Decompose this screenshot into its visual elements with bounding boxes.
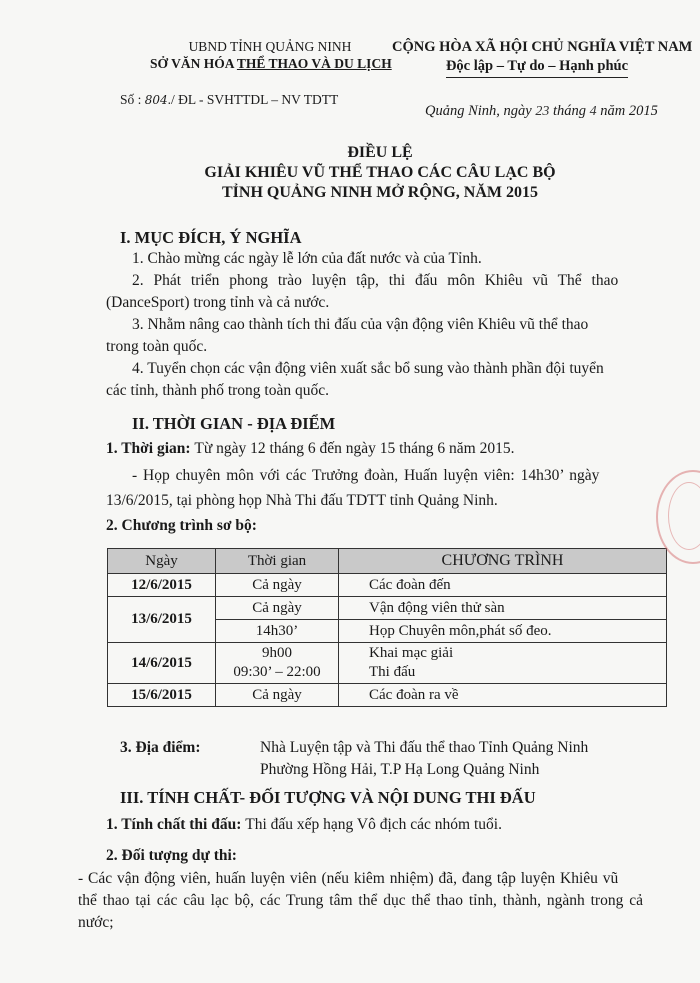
document-date: Quảng Ninh, ngày 23 tháng 4 năm 2015 [425, 103, 658, 119]
time-line: 1. Thời gian: Từ ngày 12 tháng 6 đến ngày 15 tháng 6 năm 2015. [106, 440, 515, 457]
col-program-header: CHƯƠNG TRÌNH [339, 549, 667, 574]
section-1-heading: I. MỤC ĐÍCH, Ý NGHĨA [120, 228, 302, 247]
section-1-item-1: 1. Chào mừng các ngày lễ lớn của đất nước và của Tỉnh. [132, 250, 482, 267]
participants-line-3: nước; [78, 914, 114, 931]
table-row: 14/6/2015 9h00 09:30’ – 22:00 Khai mạc giải Thi đấu [108, 643, 667, 684]
section-1-item-4b: các tỉnh, thành phố trong toàn quốc. [106, 382, 329, 399]
table-row: 12/6/2015 Cả ngày Các đoàn đến [108, 574, 667, 597]
col-date-header: Ngày [108, 549, 216, 574]
meeting-line-1: - Họp chuyên môn với các Trưởng đoàn, Huấn luyện viên: 14h30’ ngày [132, 467, 600, 484]
authority-line-2: SỞ VĂN HÓA THỂ THAO VÀ DU LỊCH [150, 56, 392, 71]
motto: Độc lập – Tự do – Hạnh phúc [446, 57, 628, 78]
nature-line: 1. Tính chất thi đấu: Thi đấu xếp hạng Vô địch các nhóm tuổi. [106, 816, 502, 833]
table-header-row [108, 549, 667, 574]
section-2-heading: II. THỜI GIAN - ĐỊA ĐIỂM [132, 414, 336, 433]
section-1-item-2b: (DanceSport) trong tỉnh và cả nước. [106, 294, 330, 311]
national-header [392, 38, 693, 78]
table-row: 14h30’ Họp Chuyên môn,phát số đeo. [108, 620, 667, 643]
schedule-table [107, 548, 667, 707]
doc-title-3: TỈNH QUẢNG NINH MỞ RỘNG, NĂM 2015 [222, 184, 538, 201]
meeting-line-2: 13/6/2015, tại phòng họp Nhà Thi đấu TDTT tỉnh Quảng Ninh. [106, 492, 498, 509]
schedule-heading: 2. Chương trình sơ bộ: [106, 517, 257, 534]
document-number: Số : 804./ ĐL - SVHTTDL – NV TDTT [120, 92, 339, 107]
country-name: CỘNG HÒA XÃ HỘI CHỦ NGHĨA VIỆT NAM [392, 39, 693, 55]
section-1-item-2a: 2. Phát triển phong trào luyện tập, thi đấu môn Khiêu vũ Thể thao [132, 272, 619, 289]
location-label: 3. Địa điểm: [120, 739, 201, 756]
location-line-1: Nhà Luyện tập và Thi đấu thể thao Tỉnh Quảng Ninh [260, 739, 589, 756]
col-time-header: Thời gian [216, 549, 339, 574]
authority-line-1: UBND TỈNH QUẢNG NINH [188, 39, 352, 54]
participants-heading: 2. Đối tượng dự thi: [106, 847, 237, 864]
participants-line-2: thể thao tại các câu lạc bộ, các Trung tâm thể dục thể thao tỉnh, thành, ngành trong cả [78, 892, 643, 909]
section-1-item-3a: 3. Nhằm nâng cao thành tích thi đấu của vận động viên Khiêu vũ thể thao [132, 316, 589, 333]
handwritten-number: 804 [144, 93, 168, 107]
doc-title-2: GIẢI KHIÊU VŨ THỂ THAO CÁC CÂU LẠC BỘ [204, 164, 556, 181]
section-3-heading: III. TÍNH CHẤT- ĐỐI TƯỢNG VÀ NỘI DUNG THI ĐẤU [120, 788, 536, 807]
doc-title-1: ĐIỀU LỆ [347, 144, 413, 161]
participants-line-1: - Các vận động viên, huấn luyện viên (nếu kiêm nhiệm) đã, đang tập luyện Khiêu vũ [78, 870, 619, 887]
issuing-authority [150, 38, 390, 72]
location-line-2: Phường Hồng Hải, T.P Hạ Long Quảng Ninh [260, 761, 540, 778]
section-1-item-4a: 4. Tuyển chọn các vận động viên xuất sắc bổ sung vào thành phần đội tuyển [132, 360, 604, 377]
table-row: 15/6/2015 Cả ngày Các đoàn ra về [108, 684, 667, 707]
section-1-item-3b: trong toàn quốc. [106, 338, 208, 355]
table-row: 13/6/2015 Cả ngày Vận động viên thử sàn [108, 597, 667, 620]
